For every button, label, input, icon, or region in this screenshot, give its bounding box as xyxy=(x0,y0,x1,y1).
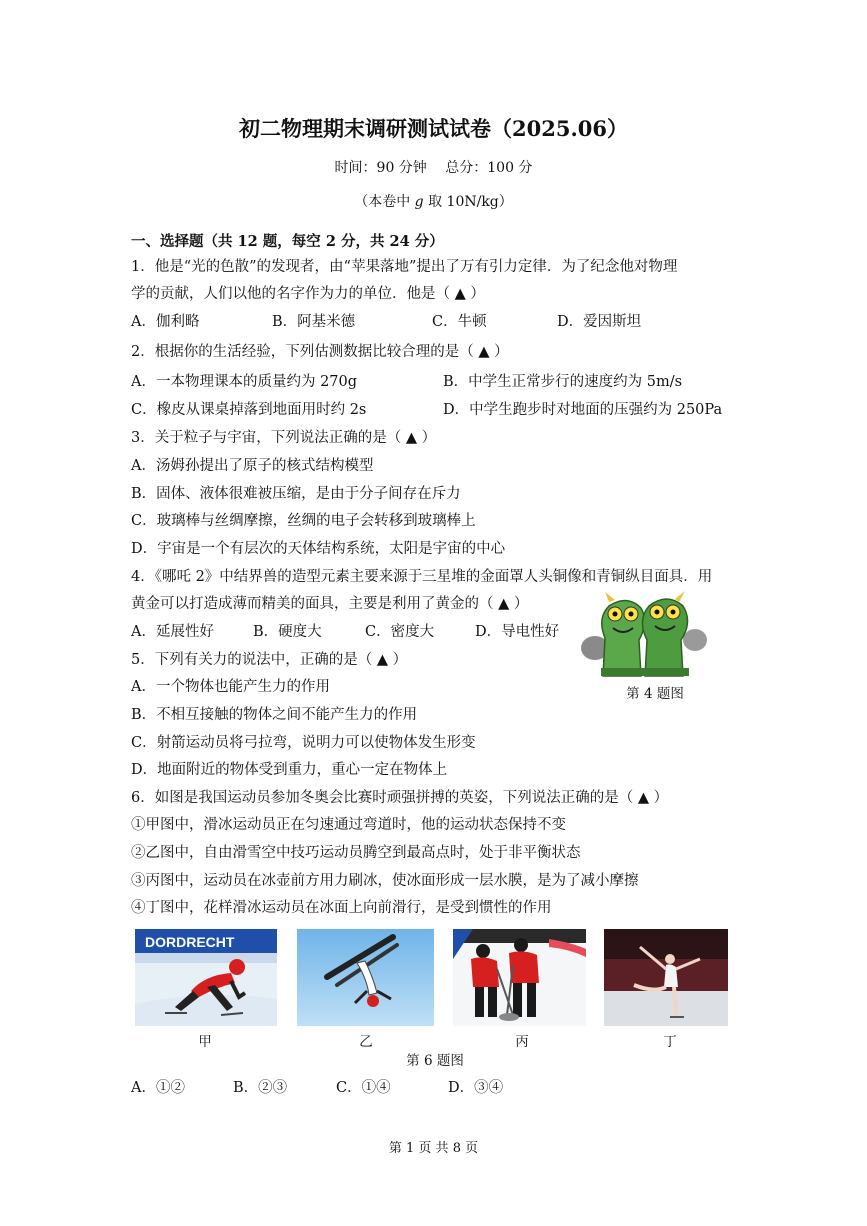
q6-option-a: A．①② xyxy=(131,1080,185,1096)
section-heading: 一、选择题（共 12 题，每空 2 分，共 24 分） xyxy=(131,233,444,250)
q3-option-a: A．汤姆孙提出了原子的核式结构模型 xyxy=(131,458,374,474)
q6-option-b: B．②③ xyxy=(233,1080,288,1096)
q5-option-d: D．地面附近的物体受到重力，重心一定在物体上 xyxy=(131,762,448,778)
q4-figure-creatures xyxy=(575,588,715,680)
q1-line1: 1．他是“光的色散”的发现者，由“苹果落地”提出了万有引力定律．为了纪念他对物理 xyxy=(131,259,678,275)
q1-line2: 学的贡献，人们以他的名字作为力的单位．他是（ ▲ ） xyxy=(131,286,485,302)
q4-line1: 4．《哪吒 2》中结界兽的造型元素主要来源于三星堆的金面罩人头铜像和青铜纵目面具．用 xyxy=(131,569,713,585)
q6-statement-4: ④丁图中，花样滑冰运动员在冰面上向前滑行，是受到惯性的作用 xyxy=(131,900,552,916)
q6-statement-1: ①甲图中，滑冰运动员正在匀速通过弯道时，他的运动状态保持不变 xyxy=(131,817,566,833)
q6-photo-label-bing: 丙 xyxy=(515,1034,529,1050)
q6-option-d: D．③④ xyxy=(448,1080,504,1096)
q4-option-d: D．导电性好 xyxy=(475,624,560,640)
q1-option-d: D．爱因斯坦 xyxy=(557,314,642,330)
q2-option-c: C．橡皮从课桌掉落到地面用时约 2s xyxy=(131,402,367,418)
q1-option-c: C．牛顿 xyxy=(432,314,487,330)
q6-figure-caption: 第 6 题图 xyxy=(406,1053,464,1069)
q6-stem: 6．如图是我国运动员参加冬奥会比赛时顽强拼搏的英姿，下列说法正确的是（ ▲ ） xyxy=(131,790,669,806)
q6-photo-label-jia: 甲 xyxy=(198,1034,212,1050)
q6-statement-3: ③丙图中，运动员在冰壶前方用力刷冰，使冰面形成一层水膜，是为了减小摩擦 xyxy=(131,873,639,889)
q4-figure-caption: 第 4 题图 xyxy=(626,686,684,702)
q5-option-b: B．不相互接触的物体之间不能产生力的作用 xyxy=(131,707,418,723)
q2-option-d: D．中学生跑步时对地面的压强约为 250Pa xyxy=(443,402,723,418)
q2-stem: 2．根据你的生活经验，下列估测数据比较合理的是（ ▲ ） xyxy=(131,344,509,360)
exam-time-score: 时间：90 分钟 总分：100 分 xyxy=(334,160,533,176)
q6-photo-curling xyxy=(453,929,586,1026)
q6-photo-aerial-skier xyxy=(297,929,434,1026)
page-title: 初二物理期末调研测试试卷（2025.06） xyxy=(239,116,628,141)
gravity-note-pre: （本卷中 xyxy=(354,194,415,210)
q6-photo-figure-skater xyxy=(604,929,728,1026)
q6-photo-label-ding: 丁 xyxy=(663,1034,677,1050)
q1-option-b: B．阿基米德 xyxy=(272,314,356,330)
q5-option-a: A．一个物体也能产生力的作用 xyxy=(131,679,330,695)
q4-line2: 黄金可以打造成薄而精美的面具，主要是利用了黄金的（ ▲ ） xyxy=(131,596,529,612)
q6-statement-2: ②乙图中，自由滑雪空中技巧运动员腾空到最高点时，处于非平衡状态 xyxy=(131,845,581,861)
q5-stem: 5．下列有关力的说法中，正确的是（ ▲ ） xyxy=(131,652,408,668)
q3-option-c: C．玻璃棒与丝绸摩擦，丝绸的电子会转移到玻璃棒上 xyxy=(131,513,476,529)
q6-photo-label-yi: 乙 xyxy=(359,1034,373,1050)
q2-option-a: A．一本物理课本的质量约为 270g xyxy=(131,374,358,390)
photo1-banner-text: DORDRECHT xyxy=(145,934,235,950)
q1-option-a: A．伽利略 xyxy=(131,314,200,330)
q6-option-c: C．①④ xyxy=(336,1080,391,1096)
q3-option-b: B．固体、液体很难被压缩，是由于分子间存在斥力 xyxy=(131,486,461,502)
gravity-note-var: g xyxy=(414,194,424,210)
q2-option-b: B．中学生正常步行的速度约为 5m/s xyxy=(443,374,683,390)
page-footer: 第 1 页 共 8 页 xyxy=(388,1141,479,1156)
q3-option-d: D．宇宙是一个有层次的天体结构系统，太阳是宇宙的中心 xyxy=(131,541,506,557)
q4-option-a: A．延展性好 xyxy=(131,624,214,640)
q4-option-c: C．密度大 xyxy=(365,624,435,640)
gravity-note-post: 取 10N/kg） xyxy=(423,194,513,210)
q6-photo-speed-skater xyxy=(135,929,277,1026)
q3-stem: 3．关于粒子与宇宙，下列说法正确的是（ ▲ ） xyxy=(131,430,437,446)
q4-option-b: B．硬度大 xyxy=(253,624,322,640)
q5-option-c: C．射箭运动员将弓拉弯，说明力可以使物体发生形变 xyxy=(131,735,476,751)
gravity-note xyxy=(0,191,867,211)
